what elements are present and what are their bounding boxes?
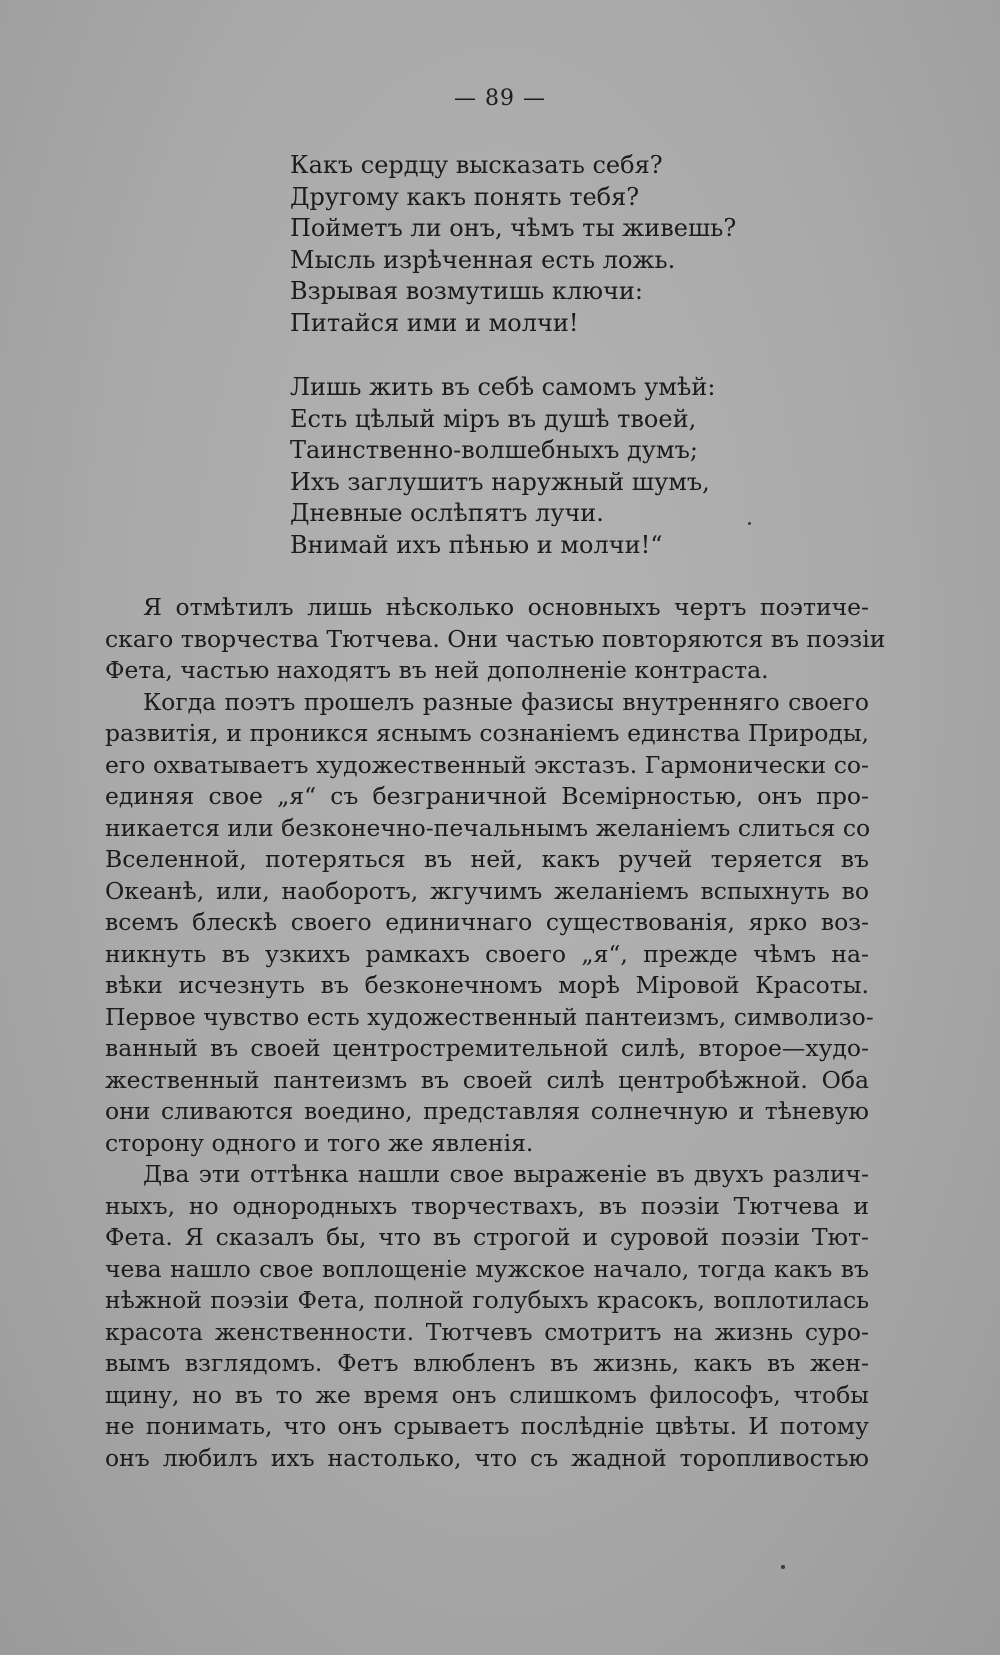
- paragraph-1: [105, 592, 886, 687]
- poem-line: Дневные ослѣпятъ лучи.: [290, 499, 604, 527]
- poem-line: Взрывая возмутишь ключи:: [290, 277, 643, 305]
- poem-line: Таинственно-волшебныхъ думъ;: [290, 436, 698, 464]
- text-line: никается или безконечно-печальнымъ желаніемъ слиться со: [105, 813, 871, 842]
- text-line: скаго творчества Тютчева. Они частью повторяются въ поэзіи: [105, 624, 886, 653]
- text-line: Фета, частью находятъ въ ней дополненіе контраста.: [105, 656, 769, 684]
- poem-line: Лишь жить въ себѣ самомъ умѣй:: [290, 373, 716, 401]
- text-line: развитія, и проникся яснымъ сознаніемъ единства Природы,: [105, 719, 869, 747]
- text-line: всемъ блескѣ своего единичнаго существованія, ярко воз-: [105, 908, 869, 936]
- poem-line: Какъ сердцу высказать себя?: [290, 151, 663, 179]
- poem-line: Мысль изрѣченная есть ложь.: [290, 245, 676, 274]
- text-line: нѣжной поэзіи Фета, полной голубыхъ красокъ, воплотилась: [105, 1286, 869, 1314]
- poem-line: Есть цѣлый міръ въ душѣ твоей,: [290, 404, 697, 433]
- poem-line: Внимай ихъ пѣнью и молчи!“: [290, 530, 663, 559]
- text-line: никнуть въ узкихъ рамкахъ своего „я“, прежде чѣмъ на-: [105, 939, 869, 968]
- text-line: чева нашло свое воплощеніе мужское начало, тогда какъ въ: [105, 1254, 869, 1283]
- text-line: Два эти оттѣнка нашли свое выраженіе въ двухъ различ-: [143, 1160, 869, 1188]
- text-line: его охватываетъ художественный экстазъ. Гармонически со-: [105, 750, 869, 779]
- poem-stanza-1: [290, 150, 810, 339]
- text-line: Когда поэтъ прошелъ разные фазисы внутренняго своего: [143, 687, 869, 716]
- prose-body: [105, 592, 886, 1474]
- poem-line: Пойметъ ли онъ, чѣмъ ты живешь?: [290, 214, 737, 242]
- page-number: — 89 —: [454, 86, 546, 111]
- paragraph-3: [105, 1159, 869, 1474]
- poem-stanza-2: [290, 372, 810, 561]
- text-line: не понимать, что онъ срываетъ послѣдніе цвѣты. И потому: [105, 1412, 869, 1440]
- text-line: Вселенной, потеряться въ ней, какъ ручей теряется въ: [105, 845, 869, 873]
- poem-line: Другому какъ понять тебя?: [290, 182, 640, 211]
- text-line: они сливаются воедино, представляя солнечную и тѣневую: [105, 1097, 869, 1125]
- text-line: единяя свое „я“ съ безграничной Всемірностью, онъ про-: [105, 782, 869, 810]
- poem-line: Питайся ими и молчи!: [290, 308, 579, 337]
- text-line: жественный пантеизмъ въ своей силѣ центробѣжной. Оба: [105, 1065, 869, 1094]
- text-line: сторону одного и того же явленія.: [105, 1128, 534, 1157]
- text-line: Я отмѣтилъ лишь нѣсколько основныхъ чертъ поэтиче-: [143, 593, 869, 621]
- text-line: Первое чувство есть художественный пантеизмъ, символизо-: [105, 1002, 874, 1031]
- paper-speck: [781, 1565, 785, 1569]
- text-line: вымъ взглядомъ. Фетъ влюбленъ въ жизнь, какъ въ жен-: [105, 1349, 869, 1377]
- poem: [290, 150, 810, 561]
- text-line: щину, но въ то же время онъ слишкомъ философъ, чтобы: [105, 1380, 869, 1409]
- text-line: Океанѣ, или, наоборотъ, жгучимъ желаніемъ вспыхнуть во: [105, 876, 869, 905]
- text-line: красота женственности. Тютчевъ смотритъ на жизнь суро-: [105, 1317, 869, 1346]
- paper-speck: [748, 522, 751, 525]
- paragraph-2: [105, 687, 874, 1160]
- poem-line: Ихъ заглушитъ наружный шумъ,: [290, 467, 710, 496]
- text-line: Фета. Я сказалъ бы, что въ строгой и суровой поэзіи Тют-: [105, 1223, 869, 1251]
- text-line: вѣки исчезнуть въ безконечномъ морѣ Міровой Красоты.: [105, 971, 869, 999]
- text-line: ванный въ своей центростремительной силѣ, второе—худо-: [105, 1034, 869, 1062]
- text-line: ныхъ, но однородныхъ творчествахъ, въ поэзіи Тютчева и: [105, 1191, 869, 1220]
- text-line: онъ любилъ ихъ настолько, что съ жадной торопливостью: [105, 1443, 869, 1472]
